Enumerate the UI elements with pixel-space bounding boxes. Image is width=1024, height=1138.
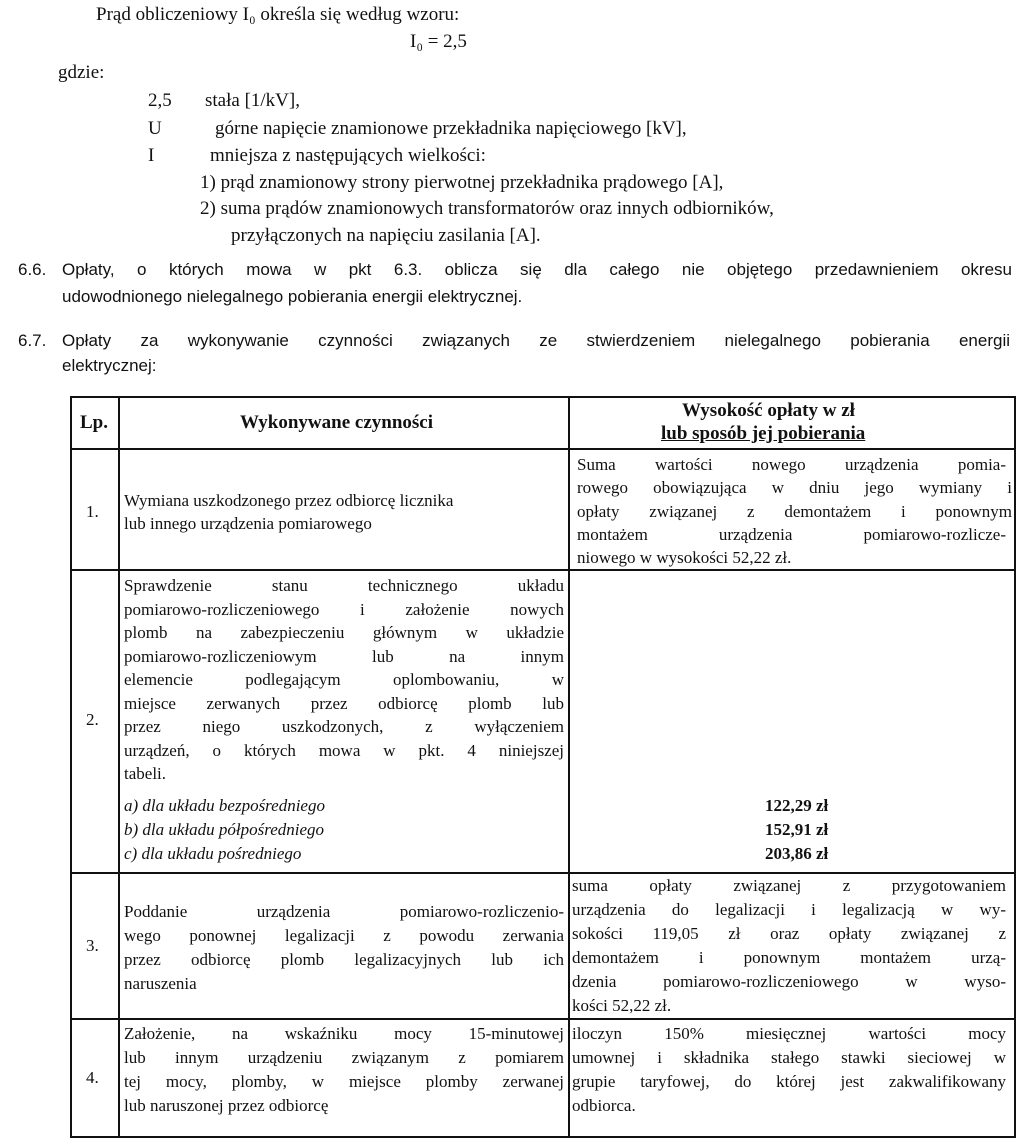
fee-line: montażem urządzenia pomiarowo-rozlicze-: [577, 525, 1006, 544]
row-number: 2.: [86, 710, 99, 729]
fee-line: Suma wartości nowego urządzenia pomia-: [577, 455, 1006, 474]
activity-line: Sprawdzenie stanu technicznego układu: [124, 576, 564, 595]
def-text: stała [1/kV],: [205, 90, 300, 111]
activity-line: Wymiana uszkodzonego przez odbiorcę licznika: [124, 491, 454, 510]
def-symbol: 2,5: [148, 90, 172, 111]
sub-option-label: c) dla układu pośredniego: [124, 844, 302, 863]
activity-line: przez niego uszkodzonych, z wyłączeniem: [124, 717, 564, 736]
sub-option-label: a) dla układu bezpośredniego: [124, 796, 325, 815]
fee-line: suma opłaty związanej z przygotowaniem: [572, 876, 1006, 895]
header-fee: Wysokość opłaty w zł: [682, 400, 855, 421]
formula-intro: Prąd obliczeniowy I₀ określa się według wzoru:: [96, 4, 460, 25]
fee-line: umownej i składnika stałego stawki sieciowej w: [572, 1048, 1006, 1067]
header-activity: Wykonywane czynności: [240, 412, 434, 433]
header-fee: lub sposób jej pobierania: [661, 423, 866, 444]
sub-option-fee: 122,29 zł: [765, 796, 829, 815]
section-number: 6.6.: [18, 260, 47, 279]
def-text: górne napięcie znamionowe przekładnika napięciowego [kV],: [215, 118, 687, 139]
activity-line: lub naruszonej przez odbiorcę: [124, 1096, 329, 1115]
fee-line: opłaty związanej z demontażem i ponownym: [577, 502, 1012, 521]
fee-line: urządzenia do legalizacji i legalizacją w wy-: [572, 900, 1006, 919]
row-number: 3.: [86, 936, 99, 955]
section-text: elektrycznej:: [62, 356, 157, 375]
fee-line: kości 52,22 zł.: [572, 996, 672, 1015]
formula-equation: I₀ = 2,5: [410, 31, 467, 52]
activity-line: tabeli.: [124, 764, 167, 783]
sub-option-fee: 203,86 zł: [765, 844, 829, 863]
activity-line: Poddanie urządzenia pomiarowo-rozliczenio-: [124, 902, 564, 921]
activity-line: lub innego urządzenia pomiarowego: [124, 514, 372, 533]
fee-line: demontażem i ponownym montażem urzą-: [572, 948, 1006, 967]
sub-item: 1) prąd znamionowy strony pierwotnej przekładnika prądowego [A],: [200, 172, 724, 193]
def-symbol: I: [148, 145, 155, 166]
section-text: Opłaty za wykonywanie czynności związanych ze stwierdzeniem nielegalnego pobierania energii: [62, 331, 1010, 350]
activity-line: elemencie podlegającym oplombowaniu, w: [124, 670, 564, 689]
activity-line: przez odbiorcę plomb legalizacyjnych lub ich: [124, 950, 564, 969]
activity-line: lub innym urządzeniu związanym z pomiarem: [124, 1048, 564, 1067]
fee-line: sokości 119,05 zł oraz opłaty związanej z: [572, 924, 1006, 943]
activity-line: miejsce zerwanych przez odbiorcę plomb lub: [124, 694, 564, 713]
where-label: gdzie:: [58, 62, 105, 83]
row-number: 1.: [86, 502, 99, 521]
activity-line: pomiarowo-rozliczeniowym lub na innym: [124, 647, 564, 666]
fee-line: rowego obowiązująca w dniu jego wymiany i: [577, 478, 1012, 497]
sub-item: 2) suma prądów znamionowych transformatorów oraz innych odbiorników,: [200, 198, 774, 219]
row-number: 4.: [86, 1068, 99, 1087]
activity-line: Założenie, na wskaźniku mocy 15-minutowej: [124, 1024, 564, 1043]
activity-line: pomiarowo-rozliczeniowego i założenie nowych: [124, 600, 564, 619]
activity-line: urządzeń, o których mowa w pkt. 4 niniejszej: [124, 741, 564, 760]
activity-line: wego ponownej legalizacji z powodu zerwania: [124, 926, 564, 945]
fee-line: iloczyn 150% miesięcznej wartości mocy: [572, 1024, 1006, 1043]
sub-option-label: b) dla układu półpośredniego: [124, 820, 325, 839]
activity-line: tej mocy, plomby, w miejsce plomby zerwanej: [124, 1072, 564, 1091]
fee-line: grupie taryfowej, do której jest zakwalifikowany: [572, 1072, 1006, 1091]
sub-option-fee: 152,91 zł: [765, 820, 829, 839]
section-number: 6.7.: [18, 331, 47, 350]
fee-line: dzenia pomiarowo-rozliczeniowego w wyso-: [572, 972, 1006, 991]
header-lp: Lp.: [80, 412, 108, 433]
def-text: mniejsza z następujących wielkości:: [210, 145, 486, 166]
sub-item: przyłączonych na napięciu zasilania [A].: [231, 225, 541, 246]
section-text: udowodnionego nielegalnego pobierania energii elektrycznej.: [62, 287, 523, 306]
def-symbol: U: [148, 118, 162, 139]
fee-line: niowego w wysokości 52,22 zł.: [577, 548, 792, 567]
section-text: Opłaty, o których mowa w pkt 6.3. oblicza się dla całego nie objętego przedawnieniem okresu: [62, 260, 1012, 279]
activity-line: naruszenia: [124, 974, 197, 993]
fee-line: odbiorca.: [572, 1096, 636, 1115]
activity-line: plomb na zabezpieczeniu głównym w układzie: [124, 623, 564, 642]
